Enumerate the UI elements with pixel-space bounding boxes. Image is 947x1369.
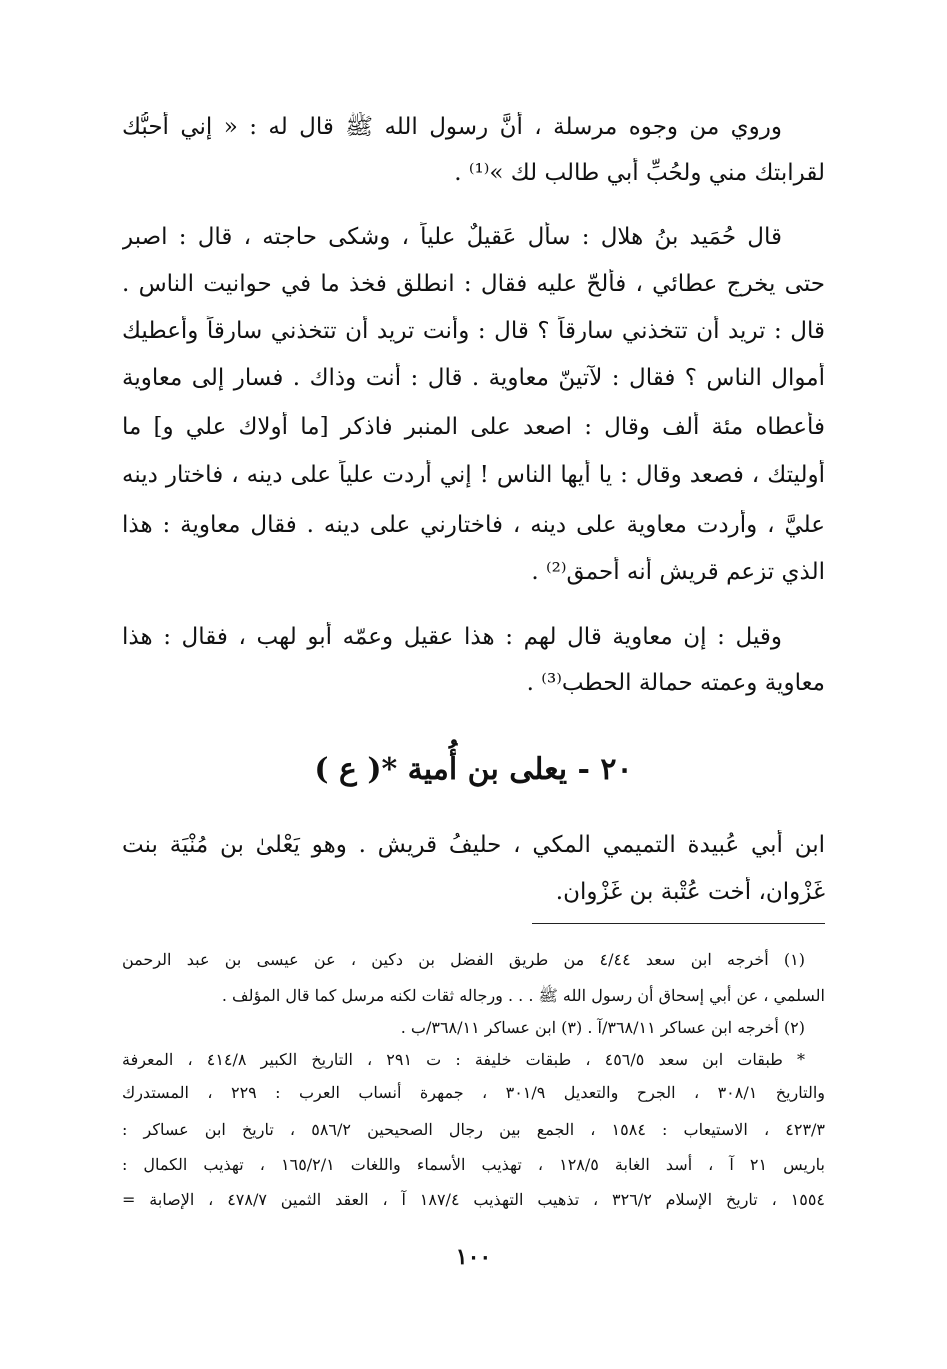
footnote-1-line-1: (١) أخرجه ابن سعد ٤/٤٤ من طريق الفضل بن دكين ، عن عيسى بن عبد الرحمن	[122, 950, 805, 969]
paragraph-2-line-7: عليَّ ، وأردت معاوية على دينه ، فاختارني على دينه . فقال معاوية : هذا	[122, 512, 825, 538]
sources-line-2: والتاريخ ٣٠٨/١ ، الجرح والتعديل ٣٠١/٩ ، جمهرة أنساب العرب : ٢٢٩ ، المستدرك	[122, 1083, 825, 1102]
section-heading: ٢٠ - يعلى بن أُمية *( ع )	[314, 752, 633, 787]
paragraph-2-line-1: قال حُمَيد بنُ هلال : سأل عَقيلٌ علياً ، وشكى حاجته ، قال : اصبر	[122, 224, 782, 250]
page-number: ١٠٠	[455, 1244, 492, 1270]
footnote-1-line-2: السلمي ، عن أبي إسحاق أن رسول الله ﷺ . . . ورجاله ثقات لكنه مرسل كما قال المؤلف .	[221, 986, 825, 1005]
footnote-separator	[532, 923, 825, 924]
paragraph-2-line-6: أوليتك ، فصعد وقال : يا أيها الناس ! إني أردت علياً على دينه ، فاختار دينه	[122, 462, 825, 488]
sources-line-4: باريس ٢١ آ ، أسد الغابة ١٢٨/٥ ، تهذيب الأسماء واللغات ١٦٥/٢/١ ، تهذيب الكمال :	[122, 1155, 825, 1174]
paragraph-2-line-2: حتى يخرج عطائي ، فألحّ عليه فقال : انطلق فخذ ما في حوانيت الناس .	[122, 271, 825, 297]
paragraph-2-line-5: فأعطاه مئة ألف وقال : اصعد على المنبر فاذكر [ما أولاك علي و] ما	[122, 414, 825, 440]
paragraph-1-line-1: وروي من وجوه مرسلة ، أنَّ رسول الله ﷺ قال له : « إني أُحبُّك	[122, 114, 782, 140]
sources-line-1: * طبقات ابن سعد ٤٥٦/٥ ، طبقات خليفة : ت ٢٩١ ، التاريخ الكبير ٤١٤/٨ ، المعرفة	[122, 1050, 805, 1069]
footnote-2-3: (٢) أخرجه ابن عساكر ٣٦٨/١١/آ . (٣) ابن عساكر ٣٦٨/١١/ب .	[400, 1018, 805, 1037]
paragraph-1-line-2: لقرابتك مني ولحُبِّ أبي طالب لك »⁽¹⁾ .	[454, 160, 825, 186]
sources-line-5: ١٥٥٤ ، تاريخ الإسلام ٣٢٦/٢ ، تذهيب التهذيب ١٨٧/٤ آ ، العقد الثمين ٤٧٨/٧ ، الإصابة =	[122, 1190, 825, 1209]
paragraph-3-line-2: معاوية وعمته حمالة الحطب⁽³⁾ .	[526, 670, 825, 696]
paragraph-2-line-8: الذي تزعم قريش أنه أحمق⁽²⁾ .	[531, 559, 825, 585]
paragraph-2-line-3: قال : تريد أن تتخذني سارقاً ؟ قال : وأنت تريد أن تتخذني سارقاً وأعطيك	[122, 318, 825, 344]
paragraph-3-line-1: وقيل : إن معاوية قال لهم : هذا عقيل وعمّه أبو لهب ، فقال : هذا	[122, 624, 782, 650]
bio-line-1: ابن أبي عُبيدة التميمي المكي ، حليفُ قريش . وهو يَعْلىٰ بن مُنْيَة بنت	[122, 832, 825, 858]
sources-line-3: ٤٢٣/٣ ، الاستيعاب : ١٥٨٤ ، الجمع بين رجال الصحيحين ٥٨٦/٢ ، تاريخ ابن عساكر :	[122, 1120, 825, 1139]
paragraph-2-line-4: أموال الناس ؟ فقال : لآتينّ معاوية . قال : أنت وذاك . فسار إلى معاوية	[122, 365, 825, 391]
bio-line-2: غَزْوان، أُخت عُتْبة بن غَزْوان.	[555, 879, 825, 905]
